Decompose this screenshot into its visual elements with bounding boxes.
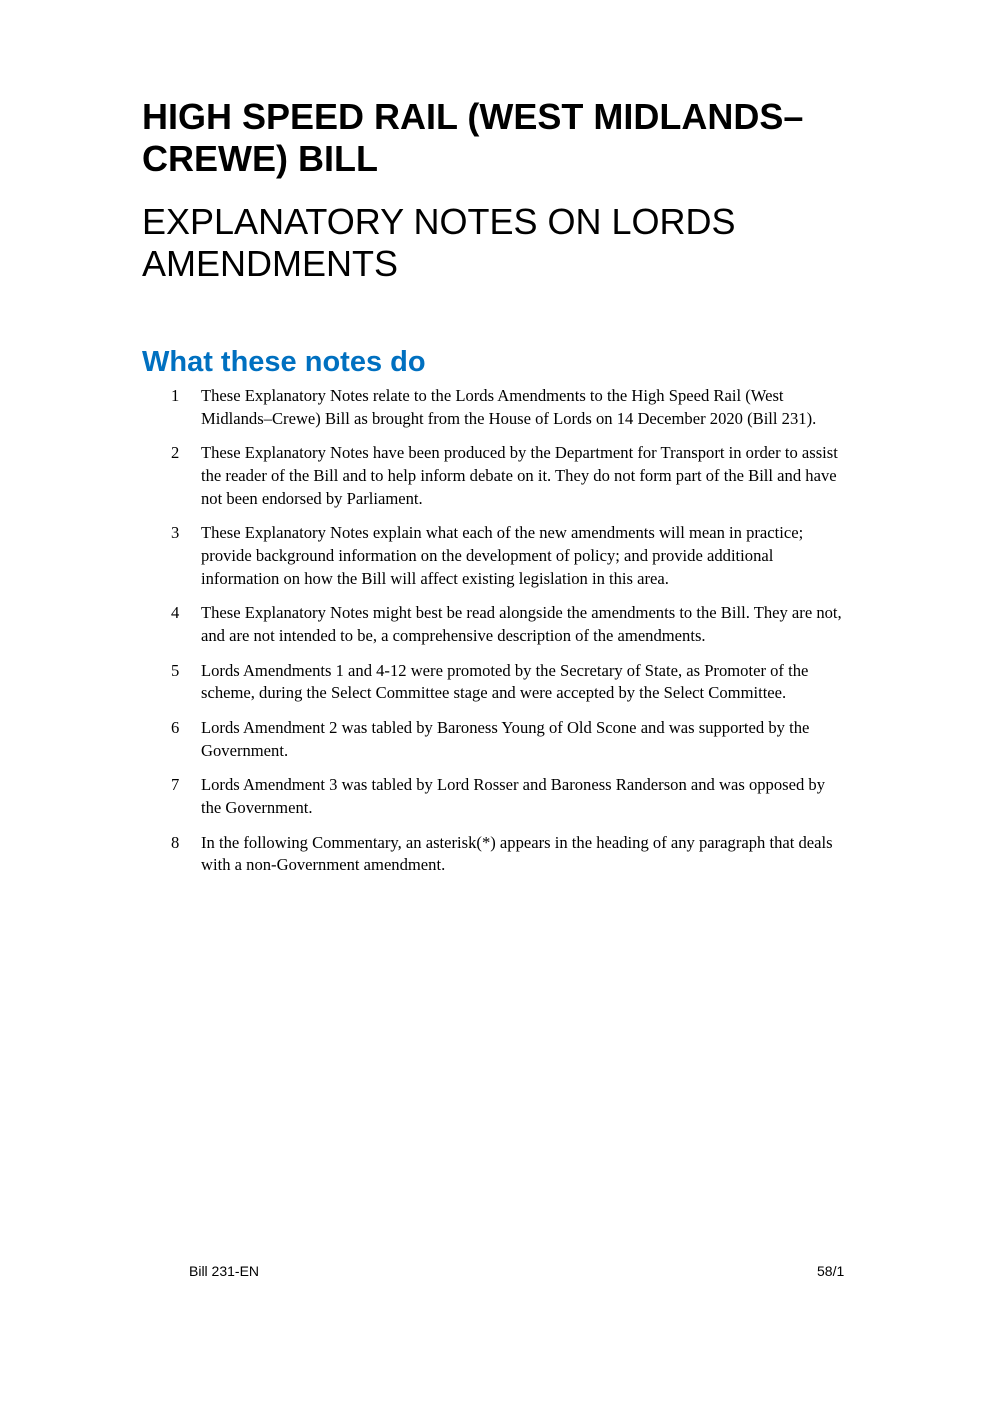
paragraph-line: These Explanatory Notes have been produced by the Department for Transport in order to assist xyxy=(201,443,838,463)
paragraph xyxy=(168,717,928,762)
paragraph-line: information on how the Bill will affect existing legislation in this area. xyxy=(201,568,669,588)
paragraph-line: provide background information on the development of policy; and provide additional xyxy=(201,545,774,565)
paragraph-number: 3 xyxy=(171,523,180,543)
subtitle-line: EXPLANATORY NOTES ON LORDS xyxy=(142,201,736,242)
paragraph-line: These Explanatory Notes explain what each of the new amendments will mean in practice; xyxy=(201,523,804,543)
paragraph-line: not been endorsed by Parliament. xyxy=(201,488,423,508)
subtitle-line: AMENDMENTS xyxy=(142,243,399,284)
paragraph-line: Lords Amendment 2 was tabled by Baroness Young of Old Scone and was supported by the xyxy=(201,718,810,738)
document-title xyxy=(142,96,803,180)
paragraph-number: 8 xyxy=(171,832,180,852)
paragraph-line: Lords Amendment 3 was tabled by Lord Rosser and Baroness Randerson and was opposed by xyxy=(201,775,825,795)
paragraph xyxy=(168,774,928,819)
paragraph-line: and are not intended to be, a comprehensive description of the amendments. xyxy=(201,625,706,645)
numbered-paragraphs xyxy=(168,385,928,889)
paragraph-line: In the following Commentary, an asterisk(*) appears in the heading of any paragraph that deals xyxy=(201,832,833,852)
paragraph-number: 4 xyxy=(171,603,180,623)
paragraph-line: These Explanatory Notes relate to the Lords Amendments to the High Speed Rail (West xyxy=(201,386,784,405)
paragraph-line: scheme, during the Select Committee stage and were accepted by the Select Committee. xyxy=(201,683,787,703)
paragraph-number: 5 xyxy=(171,660,180,680)
paragraph-line: with a non-Government amendment. xyxy=(201,855,446,875)
paragraph-number: 7 xyxy=(171,775,180,795)
paragraph-line: the Government. xyxy=(201,798,313,818)
section-heading: What these notes do xyxy=(142,346,426,378)
footer-page-number: 58/1 xyxy=(817,1263,845,1279)
paragraph-line: Government. xyxy=(201,740,289,760)
paragraph-number: 2 xyxy=(171,443,180,463)
paragraph xyxy=(168,602,928,647)
paragraph-number: 1 xyxy=(171,386,180,405)
paragraph-line: the reader of the Bill and to help inform debate on it. They do not form part of the Bill and have xyxy=(201,465,837,485)
paragraph xyxy=(168,385,928,430)
paragraph-number: 6 xyxy=(171,718,180,738)
document-subtitle xyxy=(142,201,736,285)
title-line: CREWE) BILL xyxy=(142,138,378,179)
paragraph xyxy=(168,832,928,877)
paragraph xyxy=(168,522,928,590)
paragraph-line: These Explanatory Notes might best be read alongside the amendments to the Bill. They are not, xyxy=(201,603,842,623)
title-line: HIGH SPEED RAIL (WEST MIDLANDS– xyxy=(142,96,804,137)
paragraph xyxy=(168,660,928,705)
footer-bill-reference: Bill 231-EN xyxy=(189,1263,260,1279)
paragraph xyxy=(168,442,928,510)
paragraph-line: Lords Amendments 1 and 4-12 were promoted by the Secretary of State, as Promoter of the xyxy=(201,660,809,680)
paragraph-line: Midlands–Crewe) Bill as brought from the House of Lords on 14 December 2020 (Bill 231). xyxy=(201,408,817,428)
